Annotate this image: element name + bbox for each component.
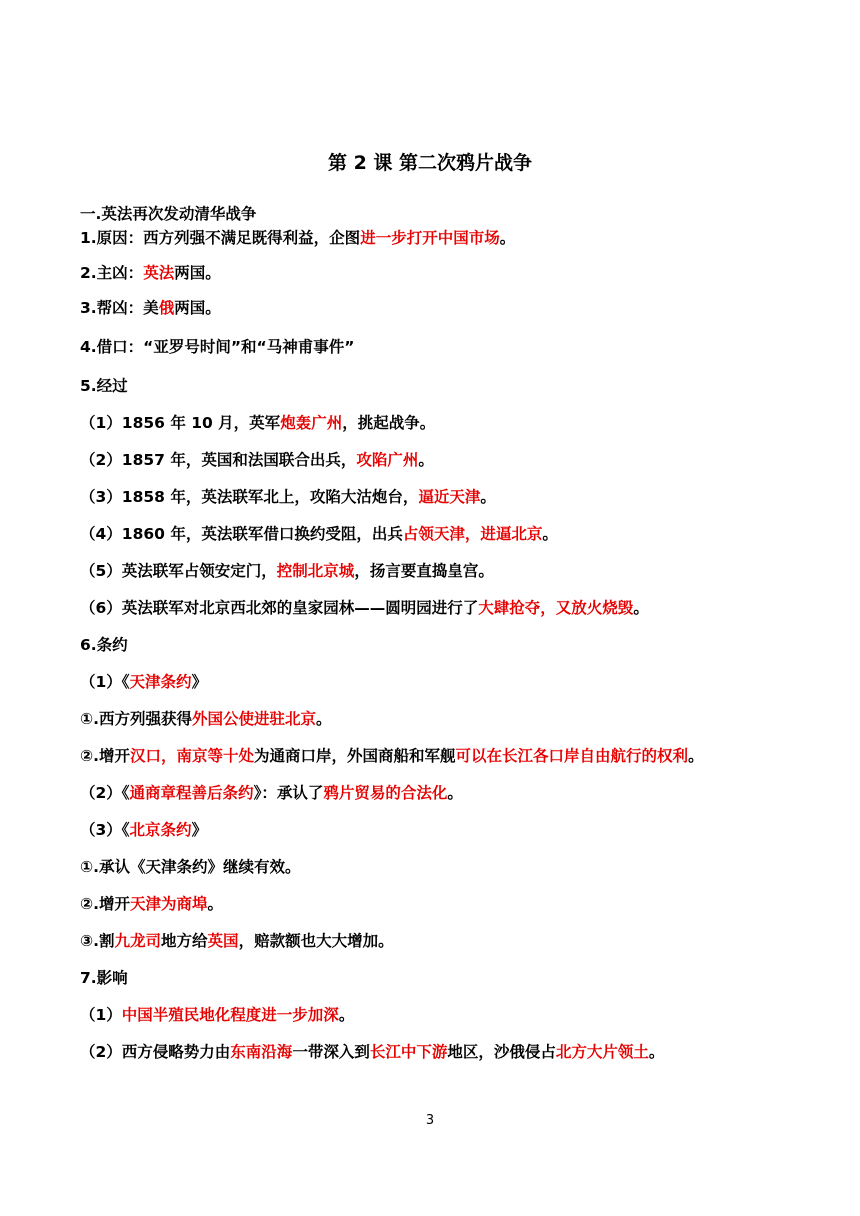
text-line <box>80 227 820 249</box>
text-line <box>80 297 820 319</box>
text-segment: （3）1858 年，英法联军北上，攻陷大沽炮台， <box>80 488 419 506</box>
text-segment: 地方给 <box>161 932 208 950</box>
text-segment: 。 <box>688 747 704 765</box>
text-line <box>80 671 820 693</box>
text-line <box>80 486 820 508</box>
highlighted-text: 英国 <box>207 932 239 950</box>
highlighted-text: 外国公使进驻北京 <box>192 710 317 728</box>
highlighted-text: 通商章程善后条约 <box>129 784 254 802</box>
highlighted-text: 攻陷广州 <box>356 451 419 469</box>
text-segment: 。 <box>418 451 434 469</box>
text-segment: 。 <box>338 1006 355 1024</box>
text-segment: 5.经过 <box>80 377 128 395</box>
highlighted-text: 九龙司 <box>114 932 162 950</box>
highlighted-text: 俄 <box>158 299 175 317</box>
text-segment: 一带深入到 <box>292 1043 370 1061</box>
text-segment: ，扬言要直捣皇宫。 <box>354 562 494 580</box>
text-line <box>80 782 820 804</box>
text-line <box>80 1004 820 1026</box>
text-line <box>80 856 820 878</box>
text-segment: ①.西方列强获得 <box>80 710 193 728</box>
highlighted-text: 控制北京城 <box>276 562 355 580</box>
page-title: 第 2 课 第二次鸦片战争 <box>327 152 533 174</box>
text-segment: 。 <box>633 599 649 617</box>
text-line <box>80 203 820 225</box>
text-segment: （2）《 <box>80 784 130 802</box>
text-line <box>80 819 820 841</box>
text-segment: 》：承认了 <box>253 784 324 802</box>
text-segment: 两国。 <box>174 299 221 317</box>
text-segment: （2）1857 年，英国和法国联合出兵， <box>80 451 357 469</box>
text-line <box>80 893 820 915</box>
text-segment: 。 <box>648 1043 665 1061</box>
text-segment: ①.承认《天津条约》继续有效。 <box>80 858 301 876</box>
text-segment: 3.帮凶：美 <box>80 299 159 317</box>
text-segment: 》 <box>191 821 208 839</box>
text-segment: （1）《 <box>80 673 130 691</box>
highlighted-text: 天津条约 <box>129 673 192 691</box>
highlighted-text: 逼近天津 <box>418 488 481 506</box>
text-segment: ②.增开 <box>80 895 131 913</box>
text-line <box>80 336 820 358</box>
text-line <box>80 412 820 434</box>
text-segment: 。 <box>316 710 332 728</box>
highlighted-text: 中国半殖民地化程度进一步加深 <box>121 1006 339 1024</box>
text-segment: ③.割 <box>80 932 115 950</box>
text-segment: 。 <box>542 525 558 543</box>
text-line <box>80 560 820 582</box>
text-segment: ，挑起战争。 <box>342 414 436 432</box>
text-segment: （6）英法联军对北京西北郊的皇家园林——圆明园进行了 <box>80 599 479 617</box>
text-segment: 7.影响 <box>80 969 128 987</box>
text-segment: （4）1860 年，英法联军借口换约受阻，出兵 <box>80 525 403 543</box>
text-segment: 6.条约 <box>80 636 128 654</box>
text-segment: （2）西方侵略势力由 <box>80 1043 231 1061</box>
text-segment: （5）英法联军占领安定门， <box>80 562 277 580</box>
text-segment: 为通商口岸，外国商船和军舰 <box>254 747 456 765</box>
highlighted-text: 英法 <box>143 264 175 282</box>
text-line <box>80 597 820 619</box>
text-line <box>80 930 820 952</box>
text-line <box>80 967 820 989</box>
text-segment: 地区，沙俄侵占 <box>447 1043 556 1061</box>
text-segment: 。 <box>447 784 463 802</box>
highlighted-text: 大肆抢夺，又放火烧毁 <box>478 599 634 617</box>
text-segment: 》 <box>191 673 208 691</box>
highlighted-text: 北京条约 <box>129 821 192 839</box>
text-segment: ②.增开 <box>80 747 131 765</box>
highlighted-text: 天津为商埠 <box>130 895 208 913</box>
highlighted-text: 汉口，南京等十处 <box>130 747 255 765</box>
text-segment: 。 <box>499 229 516 247</box>
highlighted-text: 长江中下游 <box>369 1043 448 1061</box>
highlighted-text: 进一步打开中国市场 <box>360 229 500 247</box>
highlighted-text: 占领天津，进逼北京 <box>402 525 543 543</box>
text-line <box>80 745 820 767</box>
text-segment: 。 <box>207 895 224 913</box>
text-line <box>80 449 820 471</box>
text-segment: （3）《 <box>80 821 130 839</box>
highlighted-text: 炮轰广州 <box>280 414 343 432</box>
page-number: 3 <box>425 1113 435 1128</box>
text-line <box>80 708 820 730</box>
text-segment: （1）1856 年 10 月，英军 <box>80 414 281 432</box>
text-segment: ，赔款额也大大增加。 <box>238 932 394 950</box>
text-segment: 。 <box>480 488 496 506</box>
text-segment: 一.英法再次发动清华战争 <box>80 205 257 223</box>
highlighted-text: 鸦片贸易的合法化 <box>323 784 448 802</box>
text-segment: （1） <box>80 1006 122 1024</box>
text-line <box>80 523 820 545</box>
text-line <box>80 375 820 397</box>
text-segment: 4.借口：“亚罗号时间”和“马神甫事件” <box>80 338 355 356</box>
highlighted-text: 东南沿海 <box>230 1043 293 1061</box>
text-segment: 两国。 <box>174 264 221 282</box>
highlighted-text: 北方大片领土 <box>555 1043 649 1061</box>
text-segment: 1.原因：西方列强不满足既得利益，企图 <box>80 229 361 247</box>
text-segment: 2.主凶： <box>80 264 144 282</box>
text-line <box>80 262 820 284</box>
highlighted-text: 可以在长江各口岸自由航行的权利 <box>455 747 689 765</box>
text-line <box>80 634 820 656</box>
text-line <box>80 1041 820 1063</box>
